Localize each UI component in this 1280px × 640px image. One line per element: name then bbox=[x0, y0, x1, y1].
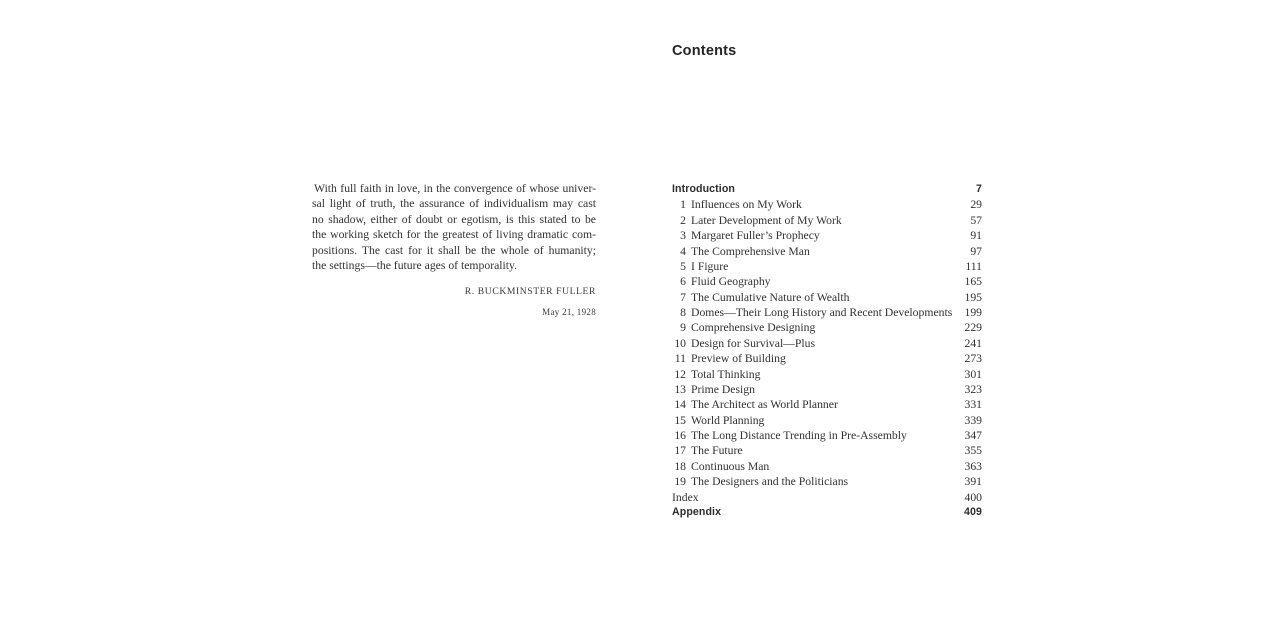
page-number: 229 bbox=[964, 321, 982, 335]
chapter-number: 3 bbox=[680, 229, 686, 243]
chapter-number: 17 bbox=[674, 444, 686, 458]
toc-entry bbox=[672, 475, 982, 490]
chapter-title: The Long Distance Trending in Pre-Assembly bbox=[691, 429, 907, 442]
chapter-number: 9 bbox=[680, 321, 686, 335]
toc-entry bbox=[672, 444, 982, 459]
epigraph-date: May 21, 1928 bbox=[542, 307, 596, 318]
page-number: 57 bbox=[970, 213, 982, 227]
toc-entry bbox=[672, 198, 982, 213]
page-number: 331 bbox=[964, 398, 982, 412]
page-number: 91 bbox=[970, 229, 982, 243]
toc-entry bbox=[672, 260, 982, 275]
toc-entry bbox=[672, 398, 982, 413]
chapter-number: 2 bbox=[680, 213, 686, 227]
toc-entry bbox=[672, 306, 982, 321]
page-number: 111 bbox=[965, 259, 982, 273]
page-number: 7 bbox=[976, 183, 982, 195]
chapter-title: Fluid Geography bbox=[691, 275, 771, 289]
epigraph-attribution: R. BUCKMINSTER FULLER bbox=[464, 286, 596, 298]
toc-entry bbox=[672, 429, 982, 444]
chapter-number: 13 bbox=[674, 382, 686, 396]
table-of-contents bbox=[672, 183, 982, 521]
chapter-title: Comprehensive Designing bbox=[691, 321, 816, 335]
epigraph-line: no shadow, either of doubt or egotism, is this stated to be bbox=[312, 212, 596, 226]
page-number: 29 bbox=[970, 198, 982, 212]
chapter-number: 6 bbox=[680, 275, 686, 289]
chapter-number: 10 bbox=[674, 336, 686, 350]
epigraph-line: sal light of truth, the assurance of individualism may cast bbox=[312, 197, 596, 211]
page-number: 97 bbox=[970, 244, 982, 258]
epigraph-text bbox=[312, 181, 596, 273]
chapter-title: Margaret Fuller’s Prophecy bbox=[691, 229, 820, 243]
epigraph-line: With full faith in love, in the convergence of whose univer- bbox=[314, 182, 596, 195]
epigraph-line: the working sketch for the greatest of living dramatic com- bbox=[312, 228, 596, 242]
chapter-title: Introduction bbox=[672, 183, 735, 195]
chapter-number: 4 bbox=[680, 244, 686, 258]
toc-entry bbox=[672, 229, 982, 244]
chapter-title: Preview of Building bbox=[691, 352, 786, 366]
page-number: 241 bbox=[964, 336, 982, 350]
page-number: 273 bbox=[964, 352, 982, 366]
epigraph bbox=[312, 181, 596, 321]
toc-entry bbox=[672, 414, 982, 429]
chapter-title: I Figure bbox=[691, 259, 729, 273]
toc-entry bbox=[672, 291, 982, 306]
toc-entry bbox=[672, 352, 982, 367]
page-title: Contents bbox=[672, 43, 737, 59]
chapter-number: 16 bbox=[674, 429, 686, 442]
toc-entry bbox=[672, 321, 982, 336]
toc-entry bbox=[672, 368, 982, 383]
chapter-title: Domes—Their Long History and Recent Developments bbox=[691, 306, 953, 319]
chapter-title: World Planning bbox=[691, 413, 765, 427]
toc-entry bbox=[672, 275, 982, 290]
page-number: 347 bbox=[964, 429, 982, 442]
chapter-title: The Future bbox=[691, 444, 743, 458]
page-number: 363 bbox=[964, 459, 982, 473]
chapter-title: The Architect as World Planner bbox=[691, 398, 838, 412]
page-number: 301 bbox=[964, 367, 982, 381]
chapter-number: 14 bbox=[674, 398, 686, 412]
chapter-title: Total Thinking bbox=[691, 367, 761, 381]
chapter-title: Appendix bbox=[672, 505, 722, 518]
page-number: 199 bbox=[964, 306, 982, 319]
chapter-title: The Cumulative Nature of Wealth bbox=[691, 290, 850, 304]
page-number: 323 bbox=[964, 382, 982, 396]
chapter-title: Design for Survival—Plus bbox=[691, 336, 816, 350]
chapter-number: 18 bbox=[674, 459, 686, 473]
page-number: 165 bbox=[964, 275, 982, 289]
toc-entry bbox=[672, 383, 982, 398]
chapter-number: 5 bbox=[680, 259, 686, 273]
toc-entry bbox=[672, 506, 982, 521]
toc-entry bbox=[672, 337, 982, 352]
page-number: 355 bbox=[964, 444, 982, 458]
chapter-number: 1 bbox=[680, 198, 686, 212]
toc-entry bbox=[672, 460, 982, 475]
chapter-title: Index bbox=[672, 490, 699, 504]
epigraph-line: the settings—the future ages of temporality. bbox=[312, 259, 518, 273]
toc-entry bbox=[672, 183, 982, 198]
chapter-title: Later Development of My Work bbox=[691, 213, 842, 227]
chapter-title: The Designers and the Politicians bbox=[691, 475, 849, 489]
chapter-title: Prime Design bbox=[691, 382, 755, 396]
epigraph-line: positions. The cast for it shall be the whole of humanity; bbox=[312, 243, 596, 257]
toc-entry bbox=[672, 214, 982, 229]
chapter-title: Influences on My Work bbox=[691, 198, 802, 212]
chapter-number: 12 bbox=[674, 367, 686, 381]
chapter-title: The Comprehensive Man bbox=[691, 244, 810, 258]
chapter-number: 11 bbox=[674, 352, 686, 366]
page-number: 400 bbox=[964, 490, 982, 504]
toc-entry bbox=[672, 491, 982, 506]
toc-entry bbox=[672, 245, 982, 260]
chapter-number: 19 bbox=[674, 475, 686, 489]
chapter-number: 7 bbox=[680, 290, 686, 304]
chapter-number: 15 bbox=[674, 413, 686, 427]
page-number: 409 bbox=[964, 505, 982, 518]
page-number: 339 bbox=[964, 413, 982, 427]
page-number: 391 bbox=[964, 475, 982, 489]
chapter-number: 8 bbox=[680, 306, 686, 319]
chapter-title: Continuous Man bbox=[691, 459, 770, 473]
page-number: 195 bbox=[964, 290, 982, 304]
